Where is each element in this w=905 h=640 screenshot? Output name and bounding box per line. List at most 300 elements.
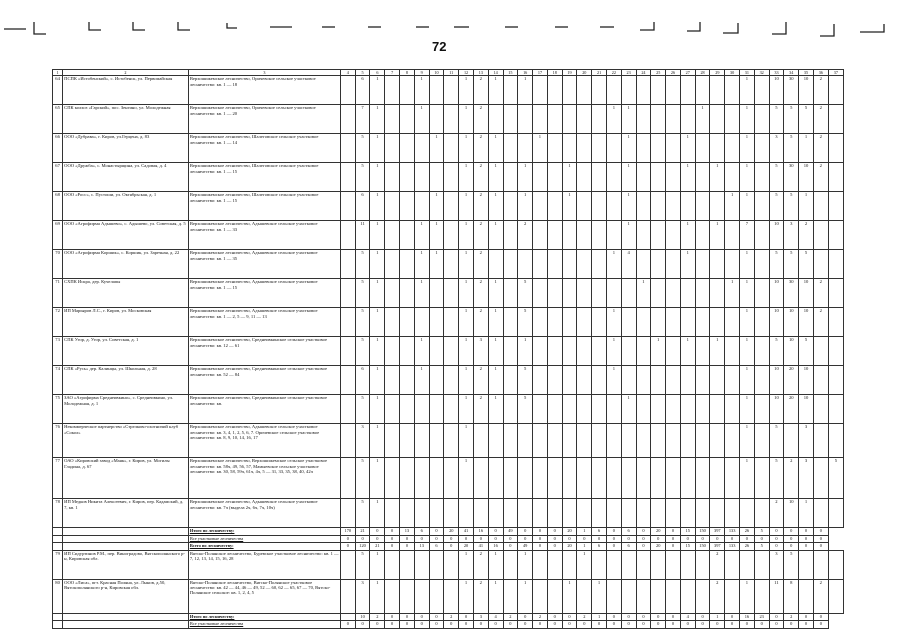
organization-cell: ООО «Агрофирма Коршик», с. Коршик, ул. Заречная, д. 22 <box>63 250 189 279</box>
value-cell: 2 <box>518 221 533 250</box>
value-cell <box>533 424 548 458</box>
value-cell <box>828 134 843 163</box>
value-cell <box>606 192 621 221</box>
summary-value: 0 <box>533 535 548 543</box>
value-cell <box>621 366 636 395</box>
summary-value: 0 <box>400 543 415 551</box>
value-cell <box>488 499 503 528</box>
value-cell: 5 <box>769 458 784 499</box>
value-cell <box>577 308 592 337</box>
value-cell <box>828 337 843 366</box>
value-cell: 3 <box>769 134 784 163</box>
value-cell <box>562 76 577 105</box>
summary-value: 0 <box>740 535 755 543</box>
value-cell: 7 <box>355 105 370 134</box>
forestry-cell: Верхошижемское лесничество, Среднеивкинское сельское участковое лесничество: кв. <box>188 395 340 424</box>
value-cell <box>414 424 429 458</box>
summary-value: 0 <box>695 621 710 629</box>
summary-value: 0 <box>754 621 769 629</box>
summary-value: 1 <box>577 543 592 551</box>
value-cell <box>754 337 769 366</box>
value-cell: 10 <box>769 221 784 250</box>
value-cell: 1 <box>488 221 503 250</box>
value-cell <box>725 250 740 279</box>
value-cell: 1 <box>710 163 725 192</box>
value-cell: 1 <box>740 279 755 308</box>
value-cell: 10 <box>769 76 784 105</box>
value-cell <box>577 134 592 163</box>
value-cell <box>547 499 562 528</box>
value-cell <box>813 395 828 424</box>
value-cell <box>577 76 592 105</box>
summary-value: 0 <box>400 535 415 543</box>
value-cell <box>695 579 710 613</box>
forestry-cell: Верхошижемское лесничество, Адышевское сельское участковое лесничество: кв. 1 — 35 <box>188 250 340 279</box>
column-header: 31 <box>740 70 755 76</box>
value-cell <box>651 163 666 192</box>
value-cell <box>414 192 429 221</box>
value-cell <box>547 458 562 499</box>
value-cell: 1 <box>740 105 755 134</box>
value-cell <box>592 366 607 395</box>
value-cell <box>813 366 828 395</box>
value-cell: 5 <box>769 192 784 221</box>
summary-value: 6 <box>414 528 429 536</box>
value-cell <box>621 279 636 308</box>
value-cell: 30 <box>784 76 799 105</box>
value-cell <box>444 499 459 528</box>
value-cell <box>577 192 592 221</box>
summary-value: 3 <box>473 613 488 621</box>
summary-value: 0 <box>547 528 562 536</box>
value-cell <box>562 550 577 579</box>
column-header: 28 <box>695 70 710 76</box>
value-cell <box>444 134 459 163</box>
value-cell: 1 <box>740 424 755 458</box>
value-cell: 1 <box>740 395 755 424</box>
value-cell: 3 <box>473 337 488 366</box>
summary-value: 0 <box>503 543 518 551</box>
value-cell <box>503 279 518 308</box>
summary-value: 0 <box>444 535 459 543</box>
value-cell <box>429 550 444 579</box>
value-cell: 1 <box>370 308 385 337</box>
summary-value: 0 <box>636 613 651 621</box>
value-cell: 2 <box>473 105 488 134</box>
value-cell <box>813 499 828 528</box>
value-cell <box>503 192 518 221</box>
row-number: 74 <box>53 366 63 395</box>
summary-value: 0 <box>606 543 621 551</box>
value-cell <box>636 395 651 424</box>
value-cell: 1 <box>740 366 755 395</box>
value-cell <box>813 424 828 458</box>
value-cell: 1 <box>680 221 695 250</box>
value-cell <box>562 308 577 337</box>
value-cell: 1 <box>414 366 429 395</box>
value-cell <box>340 76 355 105</box>
value-cell <box>444 308 459 337</box>
value-cell <box>533 366 548 395</box>
summary-value: 2 <box>370 613 385 621</box>
value-cell <box>666 424 681 458</box>
summary-value: 6 <box>429 543 444 551</box>
summary-value: 0 <box>784 621 799 629</box>
value-cell <box>340 424 355 458</box>
column-header: 20 <box>577 70 592 76</box>
value-cell: 1 <box>370 395 385 424</box>
value-cell <box>444 579 459 613</box>
row-number: 68 <box>53 192 63 221</box>
value-cell <box>385 163 400 192</box>
value-cell: 1 <box>799 192 814 221</box>
value-cell: 6 <box>355 192 370 221</box>
summary-value: 0 <box>518 535 533 543</box>
value-cell: 2 <box>473 579 488 613</box>
value-cell <box>754 192 769 221</box>
value-cell <box>636 366 651 395</box>
value-cell <box>547 76 562 105</box>
value-cell <box>725 579 740 613</box>
value-cell: 1 <box>606 250 621 279</box>
value-cell <box>754 550 769 579</box>
value-cell: 2 <box>473 134 488 163</box>
summary-value: 0 <box>680 621 695 629</box>
value-cell: 1 <box>459 134 474 163</box>
value-cell: 1 <box>799 134 814 163</box>
empty-cell <box>63 613 189 621</box>
empty-cell <box>53 528 63 536</box>
value-cell <box>710 499 725 528</box>
summary-value: 0 <box>769 543 784 551</box>
summary-value: 0 <box>606 621 621 629</box>
value-cell <box>695 221 710 250</box>
value-cell <box>518 250 533 279</box>
value-cell <box>828 279 843 308</box>
summary-value: 0 <box>518 621 533 629</box>
value-cell: 1 <box>562 579 577 613</box>
summary-value: 0 <box>680 535 695 543</box>
value-cell <box>813 250 828 279</box>
summary-value: 0 <box>799 535 814 543</box>
table-row <box>53 279 844 308</box>
table-row <box>53 337 844 366</box>
value-cell <box>592 499 607 528</box>
value-cell <box>725 221 740 250</box>
summary-value: 0 <box>710 621 725 629</box>
summary-value: 0 <box>606 613 621 621</box>
value-cell <box>725 424 740 458</box>
value-cell <box>400 579 415 613</box>
summary-value: 0 <box>414 613 429 621</box>
summary-value: 0 <box>414 621 429 629</box>
value-cell <box>636 579 651 613</box>
value-cell: 5 <box>355 308 370 337</box>
summary-value: 26 <box>740 543 755 551</box>
value-cell: 2 <box>813 105 828 134</box>
summary-value: 0 <box>666 528 681 536</box>
value-cell <box>547 221 562 250</box>
value-cell <box>828 550 843 579</box>
column-header: 16 <box>518 70 533 76</box>
value-cell <box>414 550 429 579</box>
summary-value: 0 <box>459 621 474 629</box>
summary-value: 0 <box>666 621 681 629</box>
value-cell <box>340 279 355 308</box>
value-cell: 2 <box>813 308 828 337</box>
value-cell <box>385 499 400 528</box>
value-cell <box>533 579 548 613</box>
value-cell: 5 <box>355 163 370 192</box>
summary-row <box>53 535 844 543</box>
value-cell <box>695 250 710 279</box>
value-cell: 1 <box>488 579 503 613</box>
value-cell: 2 <box>710 550 725 579</box>
organization-cell: ООО «Дубрава», г. Киров, ул.Герцена, д. 83 <box>63 134 189 163</box>
value-cell <box>340 250 355 279</box>
value-cell <box>710 366 725 395</box>
value-cell <box>400 308 415 337</box>
value-cell <box>680 76 695 105</box>
summary-value: 16 <box>488 543 503 551</box>
value-cell <box>636 76 651 105</box>
value-cell <box>400 458 415 499</box>
value-cell <box>725 366 740 395</box>
value-cell <box>400 163 415 192</box>
value-cell <box>444 424 459 458</box>
forestry-cell: Вятско-Полянское лесничество, Буревское участковое лесничество: кв. 1 — 7, 12, 13, 14, 15, 16, 28 <box>188 550 340 579</box>
value-cell <box>710 76 725 105</box>
value-cell <box>680 192 695 221</box>
column-header: 1 <box>53 70 63 76</box>
summary-value: 0 <box>533 543 548 551</box>
value-cell <box>503 395 518 424</box>
value-cell <box>799 579 814 613</box>
summary-value: 2 <box>784 613 799 621</box>
value-cell: 1 <box>518 550 533 579</box>
value-cell <box>754 250 769 279</box>
value-cell: 1 <box>459 308 474 337</box>
value-cell: 5 <box>799 337 814 366</box>
value-cell: 1 <box>370 579 385 613</box>
value-cell: 2 <box>473 76 488 105</box>
value-cell <box>651 424 666 458</box>
value-cell <box>695 134 710 163</box>
forestry-cell: Верхошижемское лесничество, Шалеговское сельское участковое лесничество: кв. 1 — 15 <box>188 163 340 192</box>
value-cell: 1 <box>459 424 474 458</box>
value-cell <box>577 395 592 424</box>
summary-row <box>53 528 844 536</box>
value-cell: 1 <box>414 337 429 366</box>
value-cell <box>710 134 725 163</box>
column-header: 3 <box>188 70 340 76</box>
value-cell <box>725 105 740 134</box>
column-header: 17 <box>533 70 548 76</box>
value-cell <box>533 192 548 221</box>
value-cell <box>503 579 518 613</box>
value-cell: 1 <box>370 366 385 395</box>
summary-value: 23 <box>754 613 769 621</box>
value-cell <box>577 424 592 458</box>
summary-value: 0 <box>385 535 400 543</box>
summary-value: 0 <box>518 528 533 536</box>
value-cell: 1 <box>488 279 503 308</box>
summary-value: 397 <box>710 528 725 536</box>
summary-value: 0 <box>547 535 562 543</box>
table-row <box>53 366 844 395</box>
value-cell <box>636 134 651 163</box>
value-cell <box>621 337 636 366</box>
value-cell: 5 <box>769 163 784 192</box>
value-cell <box>666 579 681 613</box>
value-cell <box>414 163 429 192</box>
summary-value: 0 <box>592 535 607 543</box>
table-row <box>53 424 844 458</box>
value-cell: 5 <box>828 458 843 499</box>
summary-value: 0 <box>606 528 621 536</box>
value-cell <box>636 550 651 579</box>
value-cell <box>562 250 577 279</box>
value-cell: 1 <box>533 134 548 163</box>
value-cell: 1 <box>488 163 503 192</box>
value-cell <box>666 395 681 424</box>
summary-value: 0 <box>444 621 459 629</box>
value-cell <box>666 163 681 192</box>
value-cell <box>695 424 710 458</box>
row-number: 75 <box>53 395 63 424</box>
summary-value: 0 <box>725 535 740 543</box>
value-cell <box>562 105 577 134</box>
value-cell <box>710 424 725 458</box>
value-cell <box>547 105 562 134</box>
value-cell <box>429 424 444 458</box>
summary-value: 0 <box>385 528 400 536</box>
value-cell <box>606 76 621 105</box>
value-cell: 5 <box>784 250 799 279</box>
summary-value: 0 <box>429 535 444 543</box>
value-cell: 1 <box>414 76 429 105</box>
summary-value: 2 <box>503 613 518 621</box>
column-header: 34 <box>784 70 799 76</box>
value-cell: 7 <box>740 221 755 250</box>
forestry-cell: Верхошижемское лесничество, Адышевское сельское участковое лесничество: кв. 1 — 33 <box>188 221 340 250</box>
column-header: 32 <box>754 70 769 76</box>
organization-cell: ОАО «Кировский завод «Маяк», г. Киров, ул. Могилы Гладина, д. 67 <box>63 458 189 499</box>
value-cell: 5 <box>769 424 784 458</box>
value-cell <box>680 424 695 458</box>
column-header: 36 <box>813 70 828 76</box>
summary-value: 0 <box>799 621 814 629</box>
summary-value: 13 <box>414 543 429 551</box>
summary-value: 0 <box>503 535 518 543</box>
forestry-cell: Верхошижемское лесничество, Адышевское сельское участковое лесничество: кв. 3, 4, 1, 2, 5, 6, 7. Оричевское сельское участковое лесничество: кв. 8, 9, 10, 14, 16, 17 <box>188 424 340 458</box>
value-cell <box>636 458 651 499</box>
summary-value: 2 <box>533 613 548 621</box>
value-cell: 1 <box>740 134 755 163</box>
value-cell: 1 <box>621 221 636 250</box>
value-cell <box>473 458 488 499</box>
value-cell: 1 <box>562 163 577 192</box>
value-cell <box>533 279 548 308</box>
empty-cell <box>63 621 189 629</box>
value-cell <box>754 76 769 105</box>
value-cell <box>606 134 621 163</box>
value-cell <box>710 279 725 308</box>
value-cell <box>710 250 725 279</box>
value-cell: 2 <box>784 458 799 499</box>
summary-value: 20 <box>562 543 577 551</box>
forestry-cell: Верхошижемское лесничество, Среднеивкинское сельское участковое лесничество: кв. 52 — 84 <box>188 366 340 395</box>
value-cell <box>592 134 607 163</box>
value-cell <box>828 366 843 395</box>
value-cell <box>503 163 518 192</box>
summary-value: 0 <box>562 613 577 621</box>
value-cell: 1 <box>370 192 385 221</box>
summary-value: 150 <box>695 543 710 551</box>
row-number: 71 <box>53 279 63 308</box>
row-number: 79 <box>53 550 63 579</box>
summary-value: 0 <box>473 621 488 629</box>
summary-value: 41 <box>459 528 474 536</box>
value-cell: 1 <box>636 279 651 308</box>
value-cell <box>533 76 548 105</box>
organization-cell: СПК Угор, д. Угор, ул. Советская, д. 1 <box>63 337 189 366</box>
column-header: 6 <box>370 70 385 76</box>
summary-value: 0 <box>784 528 799 536</box>
organization-cell: ООО «Лиса», пгт. Красная Поляна, ул. Лынов, д.50, Вятскополянского р-н, Кировская обл. <box>63 579 189 613</box>
value-cell <box>636 424 651 458</box>
empty-cell <box>53 543 63 551</box>
forestry-cell: Верхошижемское лесничество, Верхошижемское сельское участковое лесничество: кв. 58ч, 49, 56, 57, Мамыевское сельское участковое лесничество: кв. 30, 58, 59ч, 61ч, 4ч, 5 — 31, 33, 35, 38, 40, 42ч <box>188 458 340 499</box>
value-cell: 5 <box>784 105 799 134</box>
value-cell: 2 <box>813 76 828 105</box>
summary-value: 16 <box>740 613 755 621</box>
value-cell <box>680 550 695 579</box>
value-cell <box>828 424 843 458</box>
value-cell <box>547 337 562 366</box>
value-cell <box>828 395 843 424</box>
value-cell <box>828 308 843 337</box>
summary-value: 0 <box>813 613 828 621</box>
forestry-cell: Верхошижемское лесничество, Среднеивкинское сельское участковое лесничество: кв. 12 — 61 <box>188 337 340 366</box>
summary-value: 0 <box>606 535 621 543</box>
value-cell <box>754 395 769 424</box>
value-cell <box>385 134 400 163</box>
page-number: 72 <box>432 39 447 54</box>
value-cell: 1 <box>799 499 814 528</box>
data-table <box>52 69 844 629</box>
value-cell: 1 <box>740 579 755 613</box>
summary-value: 0 <box>414 535 429 543</box>
value-cell: 1 <box>592 579 607 613</box>
organization-cell: ООО «Дружба», с. Монастырщина, ул. Садовая, д. 4 <box>63 163 189 192</box>
value-cell <box>340 366 355 395</box>
row-number: 69 <box>53 221 63 250</box>
value-cell <box>518 499 533 528</box>
summary-value: 0 <box>370 535 385 543</box>
value-cell <box>651 550 666 579</box>
value-cell <box>710 395 725 424</box>
value-cell <box>444 366 459 395</box>
value-cell <box>592 458 607 499</box>
summary-value: 150 <box>695 528 710 536</box>
summary-value: 0 <box>636 543 651 551</box>
value-cell <box>473 424 488 458</box>
summary-value: 0 <box>355 621 370 629</box>
value-cell <box>577 499 592 528</box>
summary-value: 0 <box>710 535 725 543</box>
summary-value: 6 <box>592 543 607 551</box>
